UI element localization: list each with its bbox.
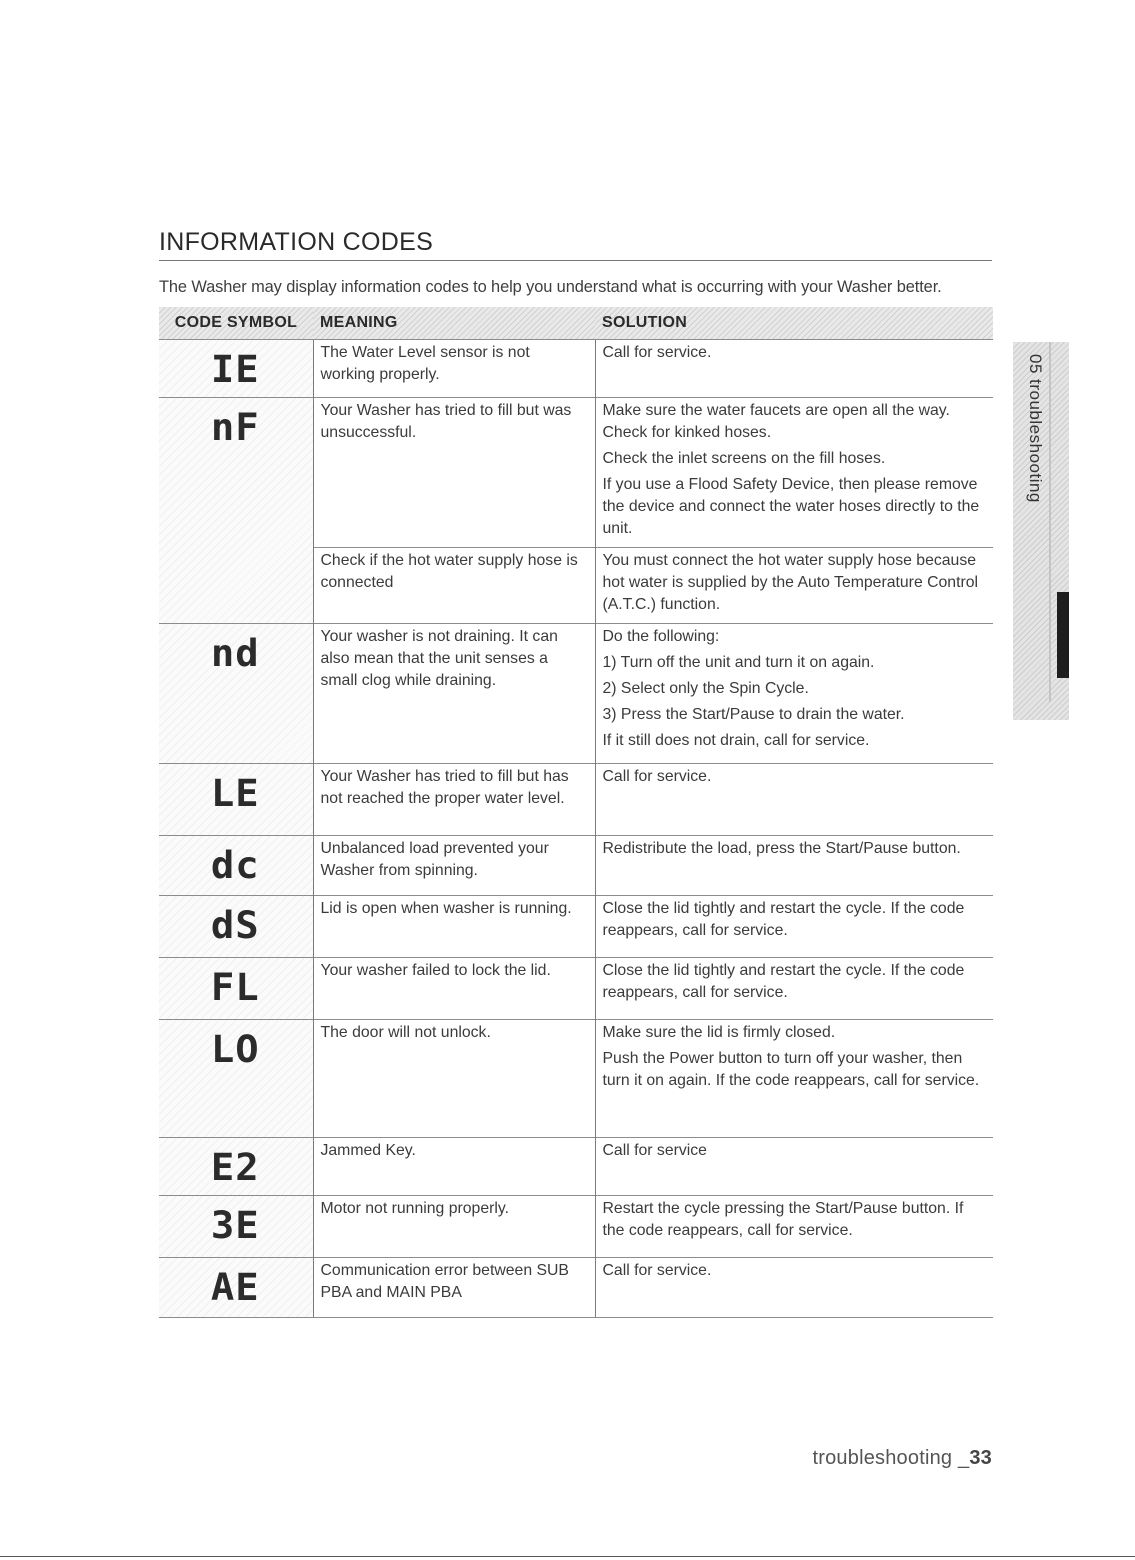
code-symbol: nd [211,632,261,675]
solution-cell [595,1138,993,1196]
solution-text: Call for service. [602,1262,712,1279]
meaning-cell: Unbalanced load prevented your Washer from spinning. [313,836,595,896]
code-symbol: dc [211,844,261,887]
page-title: INFORMATION CODES [159,228,992,261]
code-symbol-cell [159,624,313,764]
solution-text: Call for service. [602,344,712,361]
meaning-cell: Motor not running properly. [313,1196,595,1258]
solution-cell [595,398,993,548]
code-symbol: E2 [211,1146,261,1189]
code-symbol-cell [159,398,313,624]
table-row [159,836,993,896]
code-symbol-cell [159,836,313,896]
code-symbol: LO [211,1028,261,1071]
header-code-symbol: CODE SYMBOL [159,307,313,340]
code-symbol-cell [159,896,313,958]
solution-text: 1) Turn off the unit and turn it on again. [602,654,875,671]
code-symbol-cell [159,958,313,1020]
code-symbol-cell [159,1138,313,1196]
solution-text: Make sure the water faucets are open all the way. Check for kinked hoses. [602,402,950,441]
code-symbol: IE [211,348,261,391]
code-symbol: nF [211,406,261,449]
chapter-tab-label: 05 troubleshooting [1026,354,1045,503]
code-symbol-cell [159,764,313,836]
solution-cell [595,764,993,836]
header-solution: SOLUTION [595,307,993,340]
solution-text: 3) Press the Start/Pause to drain the water. [602,706,905,723]
solution-text: Check the inlet screens on the fill hoses. [602,450,886,467]
meaning-cell: Jammed Key. [313,1138,595,1196]
meaning-cell: Communication error between SUB PBA and MAIN PBA [313,1258,595,1318]
code-symbol-cell [159,1196,313,1258]
intro-text: The Washer may display information codes to help you understand what is occurring with your Washer better. [159,278,942,296]
footer-section-label: troubleshooting _ [812,1447,970,1469]
table-row [159,1258,993,1318]
bottom-rule [0,1556,1135,1557]
solution-cell [595,896,993,958]
solution-text: Call for service. [602,768,712,785]
solution-cell [595,624,993,764]
solution-text: Restart the cycle pressing the Start/Pause button. If the code reappears, call for service. [602,1200,964,1239]
code-symbol-cell [159,340,313,398]
table-row [159,624,993,764]
solution-text: Do the following: [602,628,720,645]
solution-text: If you use a Flood Safety Device, then please remove the device and connect the water hoses directly to the unit. [602,476,980,537]
solution-cell [595,548,993,624]
table-row [159,896,993,958]
chapter-tab-stripe [1049,342,1051,702]
table-row [159,764,993,836]
table-row [159,1020,993,1138]
meaning-cell: Lid is open when washer is running. [313,896,595,958]
code-symbol: dS [211,904,261,947]
table-row [159,1138,993,1196]
solution-text: Push the Power button to turn off your washer, then turn it on again. If the code reappears, call for service. [602,1050,980,1089]
solution-text: Call for service [602,1142,707,1159]
meaning-cell: The Water Level sensor is not working properly. [313,340,595,398]
solution-cell [595,1020,993,1138]
meaning-cell: Your washer is not draining. It can also mean that the unit senses a small clog while draining. [313,624,595,764]
solution-cell [595,1258,993,1318]
code-symbol-cell [159,1020,313,1138]
table-row [159,340,993,398]
solution-text: 2) Select only the Spin Cycle. [602,680,809,697]
header-meaning: MEANING [313,307,595,340]
table-row [159,958,993,1020]
meaning-cell: Your Washer has tried to fill but has not reached the proper water level. [313,764,595,836]
solution-text: Close the lid tightly and restart the cycle. If the code reappears, call for service. [602,962,965,1001]
solution-cell [595,958,993,1020]
table-header-row [159,307,993,340]
chapter-tab [1013,342,1069,720]
meaning-cell: Your washer failed to lock the lid. [313,958,595,1020]
solution-cell [595,340,993,398]
solution-text: Make sure the lid is firmly closed. [602,1024,836,1041]
code-symbol: 3E [211,1204,261,1247]
table-row [159,1196,993,1258]
solution-text: Redistribute the load, press the Start/Pause button. [602,840,961,857]
code-symbol: LE [211,772,261,815]
solution-cell [595,836,993,896]
solution-cell [595,1196,993,1258]
solution-text: Close the lid tightly and restart the cycle. If the code reappears, call for service. [602,900,965,939]
code-symbol-cell [159,1258,313,1318]
code-symbol: FL [211,966,261,1009]
solution-text: You must connect the hot water supply hose because hot water is supplied by the Auto Temperature Control (A.T.C.) function. [602,552,979,613]
page-footer [780,1447,992,1470]
table-row [159,398,993,548]
meaning-cell: The door will not unlock. [313,1020,595,1138]
information-codes-table [159,307,993,1318]
code-symbol: AE [211,1266,261,1309]
meaning-cell: Your Washer has tried to fill but was unsuccessful. [313,398,595,548]
meaning-cell: Check if the hot water supply hose is connected [313,548,595,624]
page-number: 33 [969,1447,992,1469]
solution-text: If it still does not drain, call for service. [602,732,870,749]
chapter-tab-marker [1057,592,1069,678]
